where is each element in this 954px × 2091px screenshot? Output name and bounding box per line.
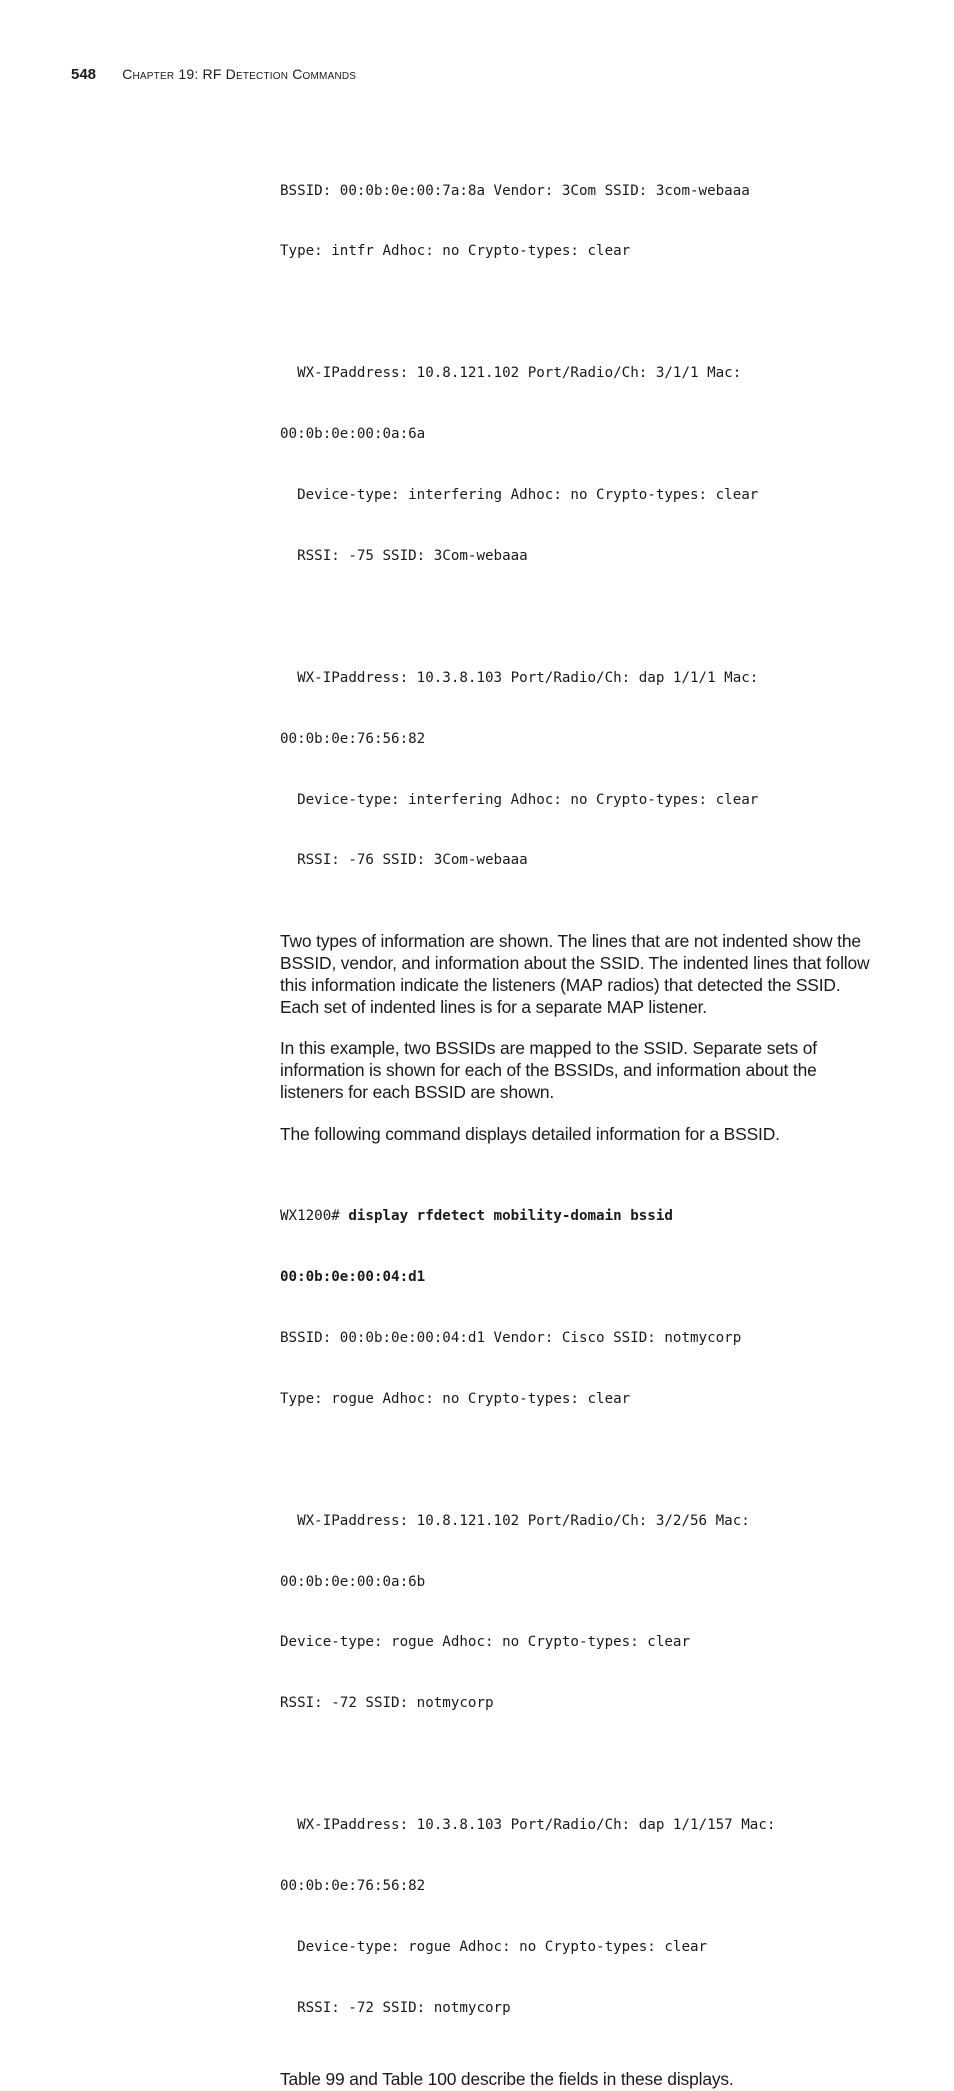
code-line: Device-type: interfering Adhoc: no Crypto-types: clear — [280, 487, 759, 504]
code-line: Device-type: interfering Adhoc: no Crypto-types: clear — [280, 791, 759, 808]
code-line: Device-type: rogue Adhoc: no Crypto-types: clear — [280, 1938, 708, 1955]
code-blank-line — [280, 1754, 880, 1774]
code-line: WX-IPaddress: 10.3.8.103 Port/Radio/Ch: dap 1/1/157 Mac: — [280, 1817, 776, 1834]
code-line: RSSI: -75 SSID: 3Com-webaaa — [280, 547, 528, 564]
code-blank-line — [280, 1450, 880, 1470]
paragraph-3: The following command displays detailed information for a BSSID. — [280, 1123, 780, 1144]
main-content — [280, 140, 880, 2091]
code-blank-line — [280, 302, 880, 322]
code-line: RSSI: -72 SSID: notmycorp — [280, 1999, 511, 2016]
code-block-2 — [280, 1166, 880, 2059]
code-block-1 — [280, 140, 880, 911]
code-line: BSSID: 00:0b:0e:00:04:d1 Vendor: Cisco SSID: notmycorp — [280, 1330, 742, 1347]
code-blank-line — [280, 607, 880, 627]
code-line: WX-IPaddress: 10.8.121.102 Port/Radio/Ch: 3/2/56 Mac: — [280, 1512, 750, 1529]
command-line — [280, 1206, 880, 1226]
cli-command-arg: 00:0b:0e:00:04:d1 — [280, 1269, 426, 1286]
code-line: Type: intfr Adhoc: no Crypto-types: clear — [280, 243, 631, 260]
code-line: 00:0b:0e:76:56:82 — [280, 730, 426, 747]
code-line: RSSI: -76 SSID: 3Com-webaaa — [280, 852, 528, 869]
code-line: 00:0b:0e:76:56:82 — [280, 1878, 426, 1895]
code-line: 00:0b:0e:00:0a:6b — [280, 1573, 426, 1590]
chapter-title: Chapter 19: RF Detection Commands — [122, 66, 357, 82]
page-number: 548 — [71, 66, 97, 83]
code-line: RSSI: -72 SSID: notmycorp — [280, 1695, 494, 1712]
code-line: BSSID: 00:0b:0e:00:7a:8a Vendor: 3Com SSID: 3com-webaaa — [280, 182, 750, 199]
code-line: WX-IPaddress: 10.8.121.102 Port/Radio/Ch: 3/1/1 Mac: — [280, 365, 742, 382]
code-line: 00:0b:0e:00:0a:6a — [280, 426, 426, 443]
code-line: Device-type: rogue Adhoc: no Crypto-types: clear — [280, 1634, 690, 1651]
paragraph-1: Two types of information are shown. The lines that are not indented show the BSSID, vendor, and information about the SSID. The indented lines that follow this information indicate the listeners (MAP radios) that detected the SSID. Each set of indented lines is for a separate MAP listener. — [280, 931, 870, 1017]
code-line: Type: rogue Adhoc: no Crypto-types: clear — [280, 1390, 631, 1407]
cli-command: display rfdetect mobility-domain bssid — [348, 1208, 673, 1225]
paragraph-4: Table 99 and Table 100 describe the fields in these displays. — [280, 2068, 734, 2089]
running-header — [71, 66, 356, 83]
paragraph-2: In this example, two BSSIDs are mapped to the SSID. Separate sets of information is shown for each of the BSSIDs, and information about the listeners for each BSSID are shown. — [280, 1038, 817, 1103]
code-line: WX-IPaddress: 10.3.8.103 Port/Radio/Ch: dap 1/1/1 Mac: — [280, 669, 759, 686]
command-line-continued — [280, 1267, 880, 1287]
cli-prompt: WX1200# — [280, 1208, 349, 1225]
